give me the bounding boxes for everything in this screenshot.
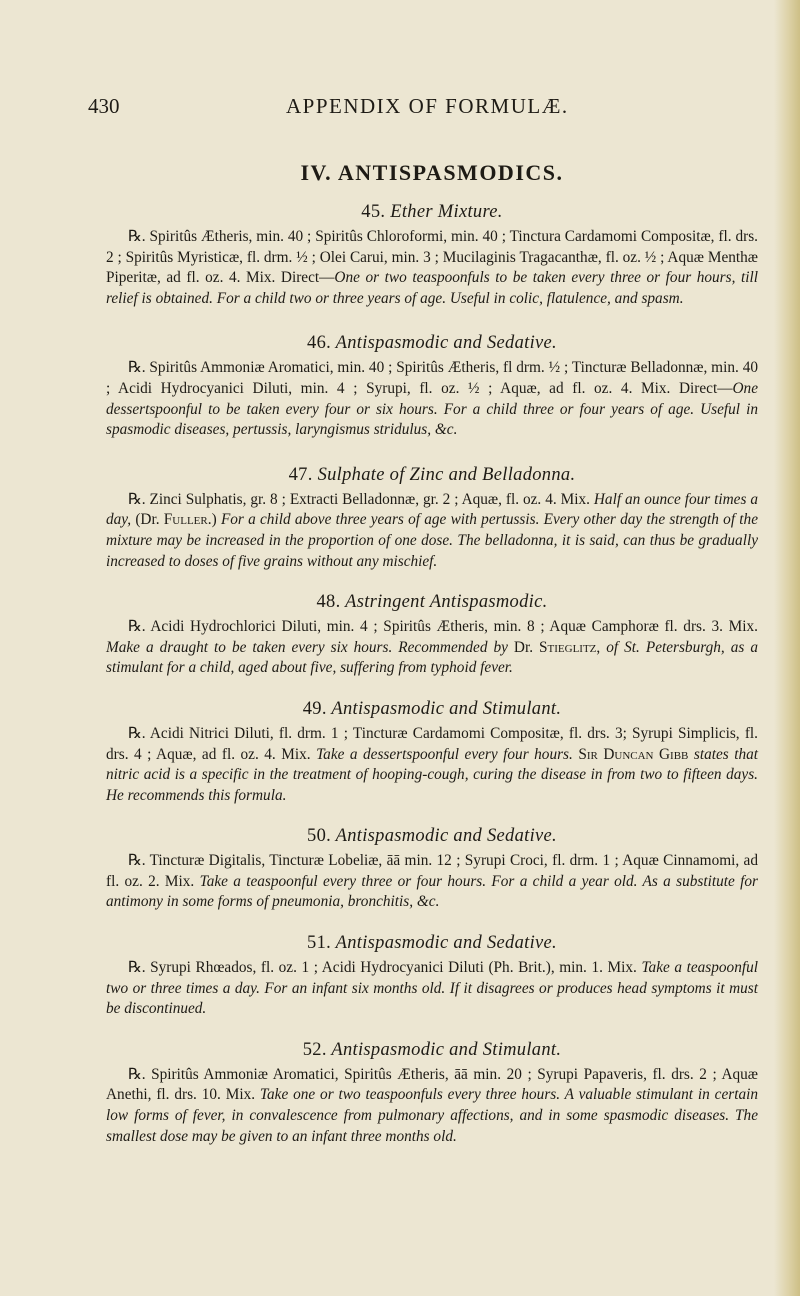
formula-dosage: Half an ounce four times a day, [106, 490, 759, 529]
formula-body [106, 617, 758, 679]
formula-47 [106, 465, 758, 572]
formula-directions: Take a teaspoonful every three or four hours. For a child a year old. As a substitute for antimony in some forms of pneumonia, bronchitis, &c. [106, 872, 758, 911]
formula-authority: Stieglitz, [539, 638, 601, 656]
formula-body [106, 958, 758, 1020]
formula-50 [106, 826, 758, 913]
formula-body [106, 358, 758, 440]
formula-text: ℞. Spiritûs Ætheris, min. 40 ; Spiritûs Chloroformi, min. 40 ; Tinctura Cardamomi Compositæ, fl. drs. 2 ; Spiritûs Myristicæ, fl. drm. ½ ; Olei Carui, min. 3 ; Mucilaginis Tragacanthæ, fl. oz. ½ ; Aquæ Menthæ Piperitæ, ad fl. oz. 4. Mix. Direct— [106, 228, 758, 287]
formula-number: 47. [288, 464, 313, 485]
formula-text: ℞. Spiritûs Ammoniæ Aromatici, Spiritûs Ætheris, āā min. 20 ; Syrupi Papaveris, fl. drs. 2 ; Aquæ Anethi, fl. drs. 10. Mix. [106, 1065, 758, 1104]
formula-authority-prefix: (Dr. [135, 511, 160, 529]
formula-heading [106, 826, 758, 847]
formula-heading [106, 933, 758, 954]
formula-body [106, 851, 758, 913]
formula-number: 49. [302, 698, 327, 719]
formula-authority: Fuller. [163, 511, 212, 529]
formula-directions: of St. Petersburgh, as a stimulant for a child, aged about five, suffering from typhoid fever. [106, 638, 758, 677]
formula-dosage: Take a dessertspoonful every four hours. [316, 745, 573, 763]
formula-text: ℞. Spiritûs Ammoniæ Aromatici, min. 40 ; Spiritûs Ætheris, fl drm. ½ ; Tincturæ Belladonnæ, min. 40 ; Acidi Hydrocyanici Diluti, min. 4 ; Syrupi, fl. oz. ½ ; Aquæ, ad fl. oz. 4. Mix. Direct— [106, 359, 758, 397]
running-head [88, 94, 758, 130]
formula-number: 50. [307, 826, 332, 847]
page-edge [774, 0, 800, 1296]
formula-number: 51. [307, 933, 332, 954]
formula-48 [106, 592, 758, 679]
formula-51 [106, 933, 758, 1020]
formula-directions: Take a teaspoonful two or three times a day. For an infant six months old. If it disagrees or produces head symptoms it must be discontinued. [106, 959, 758, 1018]
formula-body [106, 1065, 758, 1147]
page-content [88, 0, 759, 1147]
formula-heading [106, 699, 758, 720]
formula-45 [106, 202, 758, 309]
formula-number: 48. [316, 592, 341, 613]
section-title: IV. ANTISPASMODICS. [300, 160, 564, 185]
formula-authority-suffix: ) [211, 511, 217, 529]
formula-body [106, 490, 758, 572]
formula-heading [106, 1040, 758, 1061]
formula-title: Antispasmodic and Sedative. [335, 933, 557, 954]
formula-49 [106, 699, 758, 806]
formula-text: ℞. Tincturæ Digitalis, Tincturæ Lobeliæ, āā min. 12 ; Syrupi Croci, fl. drm. 1 ; Aquæ Cinnamomi, ad fl. oz. 2. Mix. [106, 852, 758, 890]
formula-46 [106, 333, 758, 440]
formula-directions: states that nitric acid is a specific in the treatment of hooping-cough, curing the disease in from two to fifteen days. He recommends this formula. [106, 745, 759, 804]
formula-heading [106, 333, 758, 354]
formula-title: Antispasmodic and Stimulant. [331, 698, 562, 719]
formula-body [106, 724, 758, 806]
formula-title: Sulphate of Zinc and Belladonna. [317, 464, 576, 485]
formula-directions: Take one or two teaspoonfuls every three hours. A valuable stimulant in certain low forms of fever, in convalescence from pulmonary affections, and in some spasmodic diseases. The smallest dose may be given to an infant three months old. [106, 1086, 759, 1145]
formula-text: ℞. Acidi Nitrici Diluti, fl. drm. 1 ; Tincturæ Cardamomi Compositæ, fl. drs. 3; Syrupi Simplicis, fl. drs. 4 ; Aquæ, ad fl. oz. 4. Mix. [106, 724, 758, 763]
formula-title: Antispasmodic and Stimulant. [331, 1039, 562, 1060]
page-number: 430 [88, 94, 120, 118]
formula-text: ℞. Syrupi Rhœados, fl. oz. 1 ; Acidi Hydrocyanici Diluti (Ph. Brit.), min. 1. Mix. [128, 959, 637, 977]
formula-number: 45. [361, 202, 386, 222]
formula-number: 46. [307, 333, 332, 354]
formula-directions: One dessertspoonful to be taken every four or six hours. For a child three or four years of age. Useful in spasmodic diseases, pertussis, laryngismus stridulus, &c. [106, 379, 758, 439]
formula-title: Antispasmodic and Sedative. [335, 826, 557, 847]
running-title: APPENDIX OF FORMULÆ. [286, 94, 569, 118]
formula-directions: For a child above three years of age with pertussis. Every other day the strength of the mixture may be increased in the proportion of one dose. The belladonna, it is said, can thus be gradually increased to doses of five grains without any mischief. [106, 511, 758, 570]
formula-dosage: Make a draught to be taken every six hours. Recommended by [106, 638, 508, 656]
formula-title: Antispasmodic and Sedative. [335, 333, 557, 354]
formula-heading [106, 465, 758, 486]
formula-heading [106, 592, 758, 613]
formula-authority-prefix: Dr. [513, 638, 534, 656]
formula-body [106, 227, 758, 309]
formula-text: ℞. Zinci Sulphatis, gr. 8 ; Extracti Belladonnæ, gr. 2 ; Aquæ, fl. oz. 4. Mix. [128, 490, 590, 508]
formula-text: ℞. Acidi Hydrochlorici Diluti, min. 4 ; Spiritûs Ætheris, min. 8 ; Aquæ Camphoræ fl. drs. 3. Mix. [128, 618, 758, 636]
formula-number: 52. [302, 1039, 327, 1060]
formula-heading [106, 202, 758, 223]
formula-title: Astringent Antispasmodic. [345, 592, 548, 613]
formula-title: Ether Mixture. [390, 202, 503, 222]
formula-authority: Sir Duncan Gibb [578, 745, 689, 763]
formula-52 [106, 1040, 758, 1147]
formula-directions: One or two teaspoonfuls to be taken every three or four hours, till relief is obtained. For a child two or three years of age. Useful in colic, flatulence, and spasm. [106, 269, 758, 307]
